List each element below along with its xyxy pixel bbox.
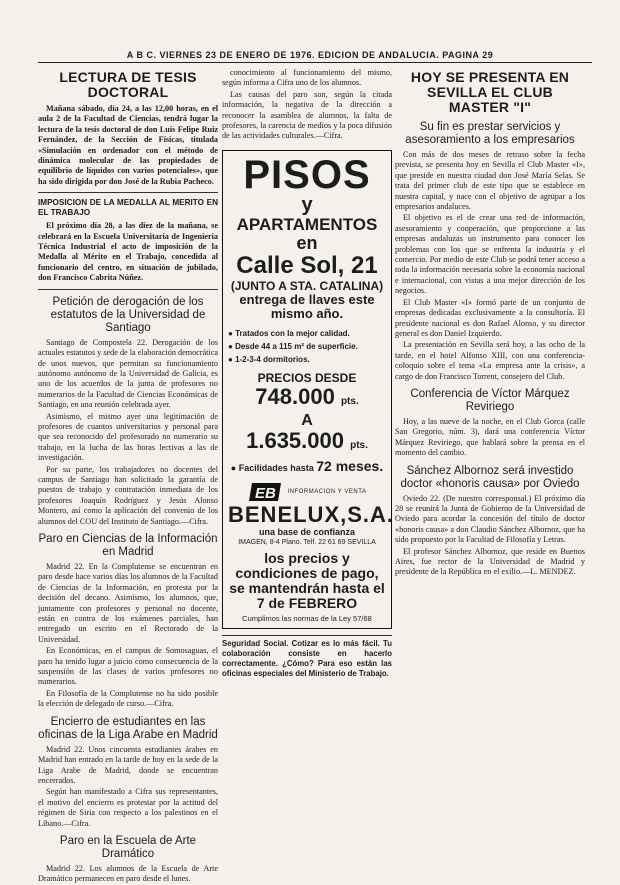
ad-precios: PRECIOS DESDE	[257, 370, 357, 385]
ad-calle: Calle Sol, 21	[236, 251, 378, 279]
ad-imagen: IMAGEN, 8-4 Plano. Telf. 22 61 69 SEVILLA	[238, 538, 376, 546]
header-rule	[38, 62, 592, 63]
headline-medalla: IMPOSICION DE LA MEDALLA AL MERITO EN EL TRABAJO	[38, 198, 218, 218]
paragraph: Oviedo 22. (De nuestro corresponsal.) El próximo día 28 se reunirá la Junta de Gobierno de la Universidad de Oviedo para acordar la concesión del título de doctor «honoris causa» a don Claudio Sánchez Albornoz, que ha sido propuesto por la Facultad de Filosofía y Letras.	[395, 493, 585, 545]
paragraph: El profesor Sánchez Albornoz, que reside en Buenos Aires, fue rector de la Universidad de Madrid y presidente de la República en el exilio.—L. MENDEZ.	[395, 546, 585, 577]
headline-santiago: Petición de derogación de los estatutos de la Universidad de Santiago	[50, 295, 206, 334]
ad-pisos: PISOS	[243, 152, 371, 197]
ad-entrega: entrega de llaves este mismo año.	[239, 291, 375, 321]
paragraph: Hoy, a las nueve de la noche, en el Club Gorca (calle San Gregorio, núm. 3), dará una conferencia Víctor Márquez Reviriego, que hablará sobre la prensa en el momento del cambio.	[395, 416, 585, 458]
ad-feature: ● 1-2-3-4 dormitorios.	[228, 354, 310, 364]
ad-price-max: 1.635.000 pts.	[246, 427, 368, 453]
header-line: A B C. VIERNES 23 DE ENERO DE 1976. EDICION DE ANDALUCIA. PAGINA 29	[126, 50, 494, 60]
headline-liga-arabe: Encierro de estudiantes en las oficinas de la Liga Arabe en Madrid	[38, 715, 218, 741]
paragraph: El Club Master «I» formó parte de un conjunto de empresas dedicadas exclusivamente a la consultoría. El presidente nacional es don Rafael Alonso, y su director general es don Daniel Izquierdo.	[395, 297, 585, 338]
subheadline-club-master: Su fin es prestar servicios y asesoramiento a los empresarios	[405, 121, 575, 146]
ad-feature: ● Tratados con la mejor calidad.	[228, 328, 350, 338]
headline-albornoz: Sánchez Albornoz será investido doctor «honoris causa» por Oviedo	[400, 464, 580, 490]
ad-cumplimos: Cumplimos las normas de la Ley 57/68	[242, 614, 372, 624]
article-tesis-body: Mañana sábado, día 24, a las 12,00 horas, en el aula 2 de la Facultad de Ciencias, tendrá lugar la lectura de la tesis doctoral de don Luis Felipe Ruiz Fernández, de la Sección de Físicas, titulada «Simulación en ordenador con el método de dinámica molecular de las propiedades de equilibrio de líquidos con varios potenciales», que ha sido dirigida por don José de la Rubia Pacheco.	[38, 104, 218, 186]
svg-text:EB: EB	[254, 485, 276, 503]
paragraph: En Económicas, en el campus de Somosaguas, el paro ha tenido lugar a juicio como consecuencia de la suspensión de las clases de varios profesores no numerarios.	[38, 646, 218, 687]
ad-a: A	[301, 411, 313, 429]
paragraph: Asimismo, el mismo ayer una legitimación de profesores de cuantos universitarios y personal para que sea reconocido del profesorado no numerario su trabajo, en la lucha de las horas lectivas a las de investigación.	[38, 411, 218, 463]
paragraph: El objetivo es el de crear una red de información, asesoramiento y cooperación, que proporcione a las empresas andaluzas un instrumento para conocer los problemas con los que se enfrenta la industria y el comercio. Por medio de este Club se podrá tener acceso a toda la información necesaria sobre la economía nacional e internacional, con vistas a una mejor dirección de los negocios.	[395, 213, 585, 296]
ad-features	[228, 327, 386, 366]
column-right	[395, 68, 585, 828]
advertisement-pisos	[222, 150, 395, 630]
headline-arte-dramatico: Paro en la Escuela de Arte Dramático	[59, 834, 197, 860]
headline-ciencias-informacion: Paro en Ciencias de la Información en Madrid	[38, 533, 218, 558]
paragraph: Según han manifestado a Cifra sus representantes, el motivo del encierro es protestar por la actitud del régimen de Siria con respecto a los palestinos en el Líbano.—Cifra.	[38, 787, 218, 828]
ad-apartamentos: APARTAMENTOS	[236, 214, 378, 234]
page-header	[0, 0, 620, 64]
footer-seguridad-social: Seguridad Social. Cotizar es lo más fácil. Tu colaboración consiste en hacerlo correctamente. ¿Cómo? Para eso están las oficinas especiales del Ministerio de Trabajo.	[222, 635, 392, 679]
ad-logo-row	[228, 481, 386, 503]
ad-y: y	[301, 193, 313, 216]
paragraph: En Filosofía de la Complutense no ha sido posible la elección de delegado de curso.—Cifra.	[38, 688, 218, 709]
ad-benelux: BENELUX,S.A.	[228, 502, 395, 528]
eb-logo-icon	[248, 481, 282, 503]
paragraph: Las causas del paro son, según la citada información, la negativa de la dirección a reconocer la asamblea de alumnos, la falta de profesores, la carencia de medios y la poca difusión de las actividades culturales.—Cifra.	[222, 89, 392, 141]
ad-info: INFORMACION Y VENTA	[287, 489, 367, 496]
headline-tesis: LECTURA DE TESIS DOCTORAL	[59, 69, 197, 100]
divider	[38, 192, 218, 193]
ad-base: una base de confianza	[258, 527, 356, 538]
paragraph: Madrid 22. En la Complutense se encuentran en paro desde hace varios días los alumnos de la Facultad de Ciencias de la Información, en protesta por la decisión del decano. Asimismo, los alumnos, que, juntamente con profesores y personal no docente, están en contra de los exámenes parciales, han entregado un escrito en el Rectorado de la Universidad.	[38, 562, 218, 644]
ad-facilidades: ● Facilidades hasta 72 meses.	[230, 457, 384, 474]
paragraph: Madrid 22. Los alumnos de la Escuela de Arte Dramático permanecen en paro desde el lunes.	[38, 863, 218, 884]
ad-condiciones: los precios y condiciones de pago, se mantendrán hasta el 7 de FEBRERO	[229, 550, 385, 612]
ad-junto: (JUNTO A STA. CATALINA)	[230, 278, 384, 293]
headline-conferencia: Conferencia de Víctor Márquez Reviriego	[410, 387, 570, 413]
headline-club-master: HOY SE PRESENTA EN SEVILLA EL CLUB MASTER "I"	[410, 69, 570, 115]
divider	[38, 289, 218, 290]
paragraph: Por su parte, los trabajadores no docentes del campus de Santiago han solicitado la garantía de puestos de trabajo y contratación inmediata de los profesores Joaquín Rodríguez y Jesús Alonso Montero, así como la aplicación del convenio de los alumnos del COU del Instituto de Santiago.—Cifra.	[38, 464, 218, 526]
article-medalla-body: El próximo día 28, a las diez de la mañana, se celebrará en la Escuela Universitaria de Ingeniería Técnica Industrial el acto de imposición de la Medalla al Mérito en el Trabajo, concedida al funcionario del centro, en situación de jubilado, don Francisco Cabrita Núñez.	[38, 221, 218, 283]
paragraph: conocimiento al funcionamiento del mismo, según informa a Cifra uno de los alumnos.	[222, 68, 392, 88]
paragraph: Madrid 22. Unos cincuenta estudiantes árabes en Madrid han entrado en la tarde de hoy en la sede de la Liga Arabe de Madrid, donde se encuentran encerrados.	[38, 744, 218, 785]
paragraph: Con más de dos meses de retraso sobre la fecha prevista, se presenta hoy en Sevilla el Club Master «I», que preside en nuestra ciudad don José María Selas. Se trata del primer club de este tipo que se establece en nuestra capital, y nace con el objetivo de agrupar a los empresarios andaluces.	[395, 150, 585, 212]
paragraph: La presentación en Sevilla será hoy, a las ocho de la tarde, en el hotel Alfonso XIII, con una conferencia-coloquio sobre el tema «La empresa ante la crisis», a cargo de don Francisco Torrent, consejero del Club.	[395, 340, 585, 381]
column-left	[38, 68, 218, 884]
ad-price-min: 748.000 pts.	[255, 383, 359, 409]
column-middle	[222, 68, 395, 828]
ad-en: en	[296, 232, 318, 253]
ad-feature: ● Desde 44 a 115 m² de superficie.	[228, 341, 358, 351]
paragraph: Santiago de Compostela 22. Derogación de los actuales estatutos y sede de la elaboración democrática de unos nuevos, que permitan su funcionamiento autónomo autónomo de la Universidad de Galicia, es uno de los acuerdos de la junta de profesores no numerarios de la Facultad de Ciencias Económicas de Santiago, en una reunión celebrada ayer.	[38, 337, 218, 410]
